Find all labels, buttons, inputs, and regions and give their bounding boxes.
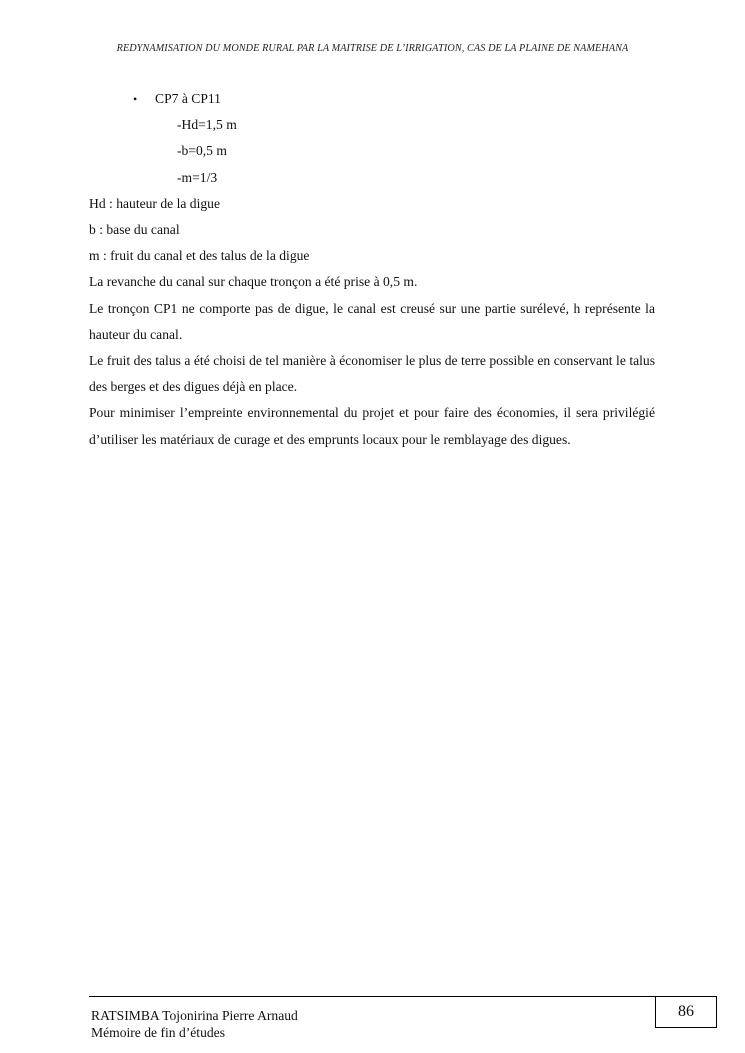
parameter-m: -m=1/3 [177, 169, 218, 185]
bullet-icon: • [133, 92, 138, 106]
footer [91, 1007, 298, 1041]
bullet-label: CP7 à CP11 [155, 91, 221, 106]
paragraph-revanche: La revanche du canal sur chaque tronçon a été prise à 0,5 m. [89, 274, 418, 290]
page-body [89, 86, 655, 453]
paragraph-empreinte: Pour minimiser l’empreinte environnemental du projet et pour faire des économies, il sera privilégié d’utiliser les matériaux de curage et des emprunts locaux pour le remblayage des digues. [89, 405, 655, 447]
page-number: 86 [655, 996, 717, 1028]
running-header: REDYNAMISATION DU MONDE RURAL PAR LA MAITRISE DE L’IRRIGATION, CAS DE LA PLAINE DE NAMEHANA [116, 43, 629, 54]
paragraph-troncon-cp1: Le tronçon CP1 ne comporte pas de digue, le canal est creusé sur une partie surélevé, h représente la hauteur du canal. [89, 300, 655, 342]
bullet-item [89, 86, 655, 112]
definition-b: b : base du canal [89, 222, 180, 238]
paragraph-fruit-talus: Le fruit des talus a été choisi de tel manière à économiser le plus de terre possible en conservant le talus des berges et des digues déjà en place. [89, 353, 655, 395]
parameter-hd: -Hd=1,5 m [177, 117, 237, 133]
footer-author: RATSIMBA Tojonirina Pierre Arnaud [91, 1008, 298, 1023]
footer-divider [89, 996, 656, 997]
footer-document-type: Mémoire de fin d’études [91, 1025, 226, 1040]
definition-m: m : fruit du canal et des talus de la digue [89, 248, 310, 264]
definition-hd: Hd : hauteur de la digue [89, 195, 220, 211]
parameter-b: -b=0,5 m [177, 143, 227, 159]
